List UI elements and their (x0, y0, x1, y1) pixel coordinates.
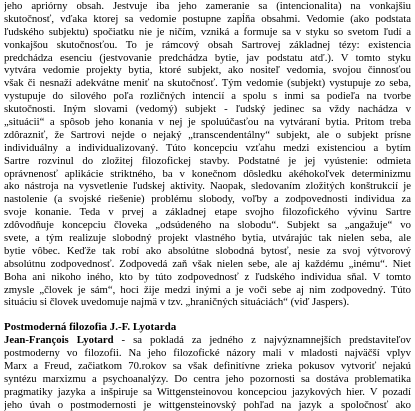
paragraph-line: Boha ani nikoho iného, kto by túto zodpovednosť z ľudského individua sňal. V tomto (4, 270, 411, 283)
paragraph-line: zmysle „človek je sám“, hoci žije medzi inými a je voči sebe aj nim zodpovedný. Túto (4, 283, 411, 296)
section-gap (4, 309, 411, 321)
paragraph-line: syntézu marxizmu a psychoanalýzy. Do centra jeho pozornosti sa dostáva problematika (4, 372, 411, 385)
paragraph-line: situáciu si človek uvedomuje najmä v tzv. „hraničných situáciách“ (viď Jaspers). (4, 296, 350, 309)
paragraph-line: individuálny a individualizovaný. Túto koncepciu vzťahu medzi existenciou a bytím (4, 141, 411, 154)
paragraph-text: - sa pokladá za jedného z najvýznamnejších predstaviteľov (121, 334, 411, 347)
paragraph-line: absolútnu zodpovednosť. Zodpovedá zaň však nielen sebe, ale aj každému „inému“. Niet (4, 257, 411, 270)
paragraph-lyotard (4, 334, 411, 411)
paragraph-line: nastolenie (a svojské riešenie) problému slobody, voľby a zodpovednosti individua za (4, 193, 411, 206)
paragraph-line: vytvára vedomie projekty bytia, ktoré subjekt, ako nositeľ vedomia, svojou činnosťou (4, 64, 411, 77)
paragraph-line: vystupuje do silového poľa rozličných intencií a spolu s inmi sa podieľa na tvorbe (4, 90, 411, 103)
paragraph-line: jeho apriórny obsah. Jestvuje iba jeho zameranie sa (intencionalita) na vonkajšiu (4, 0, 411, 12)
paragraph-line: svoje konanie. Teda v prvej a základnej etape svojho filozofického vývinu Sartre (4, 206, 411, 219)
paragraph-line: bytie vôbec. Keďže tak robí ako absolútne slobodná bytosť, nesie za svoj výtvorový (4, 244, 411, 257)
paragraph-line: však či nesnaží adekvátne meniť na skutočnosť. Tým vedomie (subjekt) vystupuje zo seba, (4, 77, 411, 90)
paragraph-line: ako nástroja na vysvetlenie ľudskej aktivity. Naopak, sledovaním zložitých konštrukcií je (4, 180, 411, 193)
paragraph-line: Sartre rozvinul do zložitej filozofickej stavby. Podstatné je jej vyústenie: odmieta (4, 154, 411, 167)
paragraph-line: oprávnenosť aplikácie striktného, ba v konečnom dôsledku akéhokoľvek determinizmu (4, 167, 411, 180)
paragraph-line: jeho úvah o postmodernosti je wittgensteinovský pohľad na jazyk a spoločnosť ako (4, 398, 411, 411)
paragraph-sartre (4, 0, 411, 309)
paragraph-line: skutočnosť, vďaka ktorej sa vedomie postupne zapĺňa obsahmi. Vedomie (ako podstata (4, 12, 411, 25)
paragraph-line: zdôvodňuje koncepciu človeka „odsúdeného na slobodu“. Subjekt sa „angažuje“ vo (4, 219, 411, 232)
paragraph-line (4, 334, 411, 347)
paragraph-line: ľudského subjektu) spočiatku nie je ničím, vzniká a formuje sa v styku so svetom ľudí a (4, 25, 411, 38)
paragraph-line: vonkajšou skutočnosťou. To je rámcový obsah Sartrovej základnej tézy: existencia (4, 38, 411, 51)
section-title: Postmoderná filozofia J.-F. Lyotarda (4, 321, 177, 334)
paragraph-line: skutočnosti. Iným slovami (vedomý) subjekt - ľudský jedinec sa vždy nachádza v (4, 103, 411, 116)
author-name: Jean-François Lyotard (4, 334, 114, 347)
paragraph-line: Marx a Freud, začiatkom 70.rokov sa však definitívne zrieka pokusov vytvoriť nejakú (4, 360, 411, 373)
paragraph-line: „situácii“ a spôsob jeho konania v nej je spoluúčasťou na vytváraní bytia. Pritom treba (4, 116, 411, 129)
paragraph-line: predchádza esenciu (jestvovanie predchádza bytie, jav podstatu atď.). V tomto styku (4, 51, 411, 64)
paragraph-line: svete, a tým realizuje slobodný projekt vlastného bytia, utvárajúc tak nielen seba, ale (4, 232, 411, 245)
paragraph-line: postmoderny vo filozofii. Na jeho filozofické názory mali v mladosti najväčší vplyv (4, 347, 411, 360)
paragraph-line: zdôrazniť, že Sartrovi nejde o nejaký „transcendentálny“ subjekt, ale o subjekt prísne (4, 128, 411, 141)
paragraph-line: pragmatiky jazyka a inšpiruje sa Wittgensteinovou koncepciou jazykových hier. V pozadí (4, 385, 411, 398)
